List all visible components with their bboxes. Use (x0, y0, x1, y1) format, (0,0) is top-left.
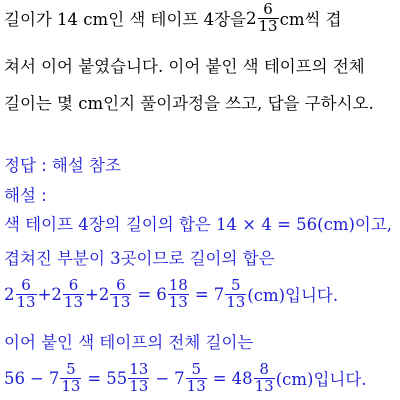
fraction-numerator: 6 (21, 276, 31, 294)
fraction-numerator: 5 (230, 276, 241, 294)
minuend: 56 (4, 368, 25, 388)
answer-line (4, 152, 121, 176)
term-e-whole: 48 (231, 368, 253, 388)
fraction-numerator: 5 (191, 360, 201, 378)
problem-text-b: cm씩 겹 (279, 10, 342, 30)
solution-label (4, 182, 47, 206)
term-1-fraction (16, 278, 37, 311)
fraction-denominator: 13 (16, 292, 36, 311)
term-c-whole: 55 (106, 368, 128, 388)
plus-sign: + (37, 284, 52, 304)
problem-line-1 (4, 2, 342, 35)
fraction-denominator: 13 (186, 376, 206, 395)
term-e-fraction (254, 362, 275, 395)
equation-tail: (cm)입니다. (247, 286, 339, 306)
fraction-denominator: 13 (254, 376, 274, 395)
term-b-fraction (60, 362, 81, 395)
solution-line-2 (4, 245, 275, 269)
equals-sign: = (137, 284, 152, 304)
solution-text-1: 색 테이프 4장의 길이의 합은 14 × 4 = 56(cm)이고, (4, 215, 393, 234)
problem-line-3 (4, 90, 374, 114)
fraction-denominator: 13 (129, 376, 149, 395)
fraction-denominator: 13 (226, 292, 246, 311)
fraction-denominator: 13 (168, 292, 188, 311)
term-3-fraction (110, 278, 131, 311)
answer-text: 정답 : 해설 참조 (4, 156, 121, 175)
mixed-number-fraction (258, 2, 279, 35)
fraction-denominator: 13 (63, 292, 84, 311)
fraction-numerator: 13 (129, 360, 149, 378)
problem-line-2 (4, 53, 365, 77)
equals-sign: = (194, 284, 209, 304)
solution-label-text: 해설 : (4, 186, 47, 205)
problem-text-3: 길이는 몇 cm인지 풀이과정을 쓰고, 답을 구하시오. (4, 94, 374, 113)
term-1-whole: 2 (4, 284, 15, 304)
result-1-fraction (168, 278, 189, 311)
solution-line-4 (4, 329, 253, 353)
term-2-fraction (63, 278, 84, 311)
fraction-numerator: 5 (66, 360, 76, 378)
fraction-numerator: 8 (259, 360, 269, 378)
plus-sign: + (85, 284, 99, 304)
mixed-number-whole: 2 (246, 8, 257, 28)
fraction-numerator: 18 (168, 276, 188, 294)
fraction-denominator: 13 (61, 376, 81, 395)
solution-text-2: 겹쳐진 부분이 3곳이므로 길이의 합은 (4, 249, 275, 268)
problem-text-a: 길이가 14 cm인 색 테이프 4장을 (4, 10, 246, 30)
problem-text-2: 쳐서 이어 붙였습니다. 이어 붙인 색 테이프의 전체 (4, 57, 365, 76)
term-d-fraction (186, 362, 207, 395)
solution-equation-2 (4, 362, 367, 395)
term-b-whole: 7 (48, 368, 60, 388)
term-c-fraction (128, 362, 149, 395)
solution-line-1 (4, 211, 392, 235)
term-2-whole: 2 (51, 284, 62, 304)
result-2-whole: 7 (213, 284, 225, 304)
result-1-whole: 6 (156, 284, 167, 304)
result-2-fraction (225, 278, 246, 311)
fraction-denominator: 13 (258, 16, 278, 35)
equals-sign: = (212, 368, 227, 388)
solution-equation-1 (4, 278, 338, 311)
term-d-whole: 7 (174, 368, 185, 388)
term-3-whole: 2 (98, 284, 110, 304)
solution-text-4: 이어 붙인 색 테이프의 전체 길이는 (4, 333, 254, 352)
equation-tail: (cm)입니다. (275, 370, 367, 390)
minus-sign: − (30, 368, 44, 388)
equals-sign: = (87, 368, 102, 388)
fraction-numerator: 6 (68, 276, 79, 294)
minus-sign: − (155, 368, 170, 388)
fraction-numerator: 6 (116, 276, 126, 294)
fraction-numerator: 6 (263, 0, 273, 18)
fraction-denominator: 13 (111, 292, 131, 311)
